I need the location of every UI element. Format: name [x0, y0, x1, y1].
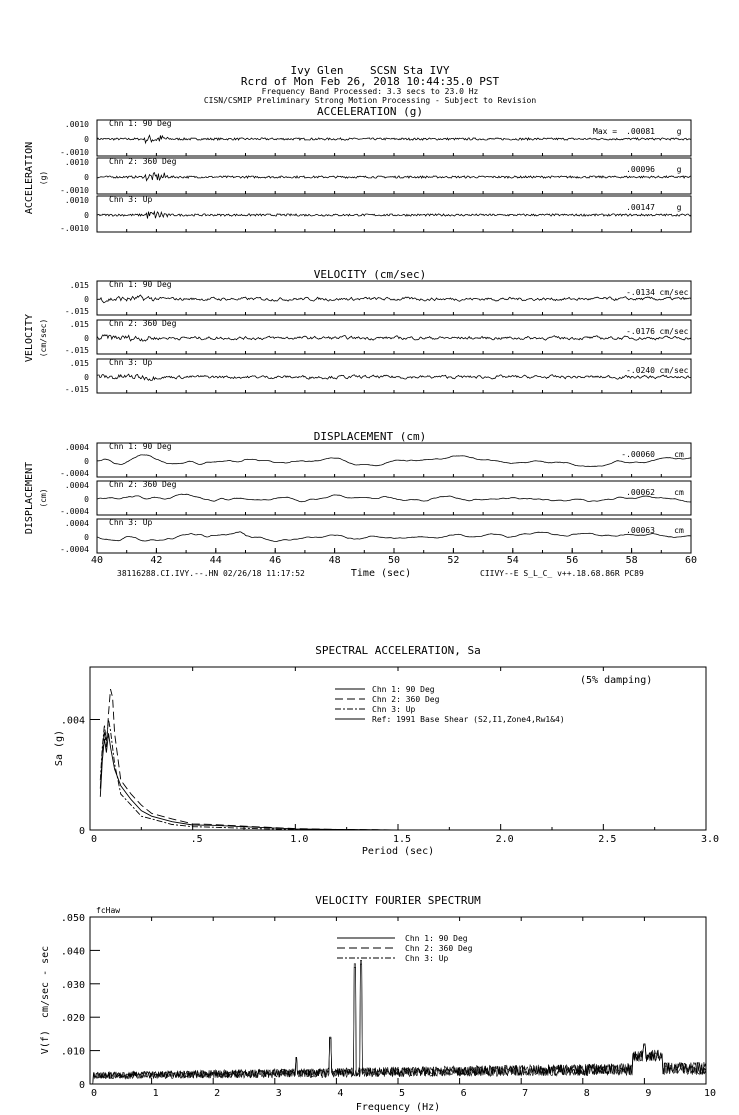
x-tick-label: 46	[269, 555, 282, 566]
y-tick-label: 0	[84, 135, 89, 144]
x-tick-label: 1.0	[290, 834, 309, 845]
channel-max: .00147	[626, 203, 655, 212]
x-tick-label: 54	[506, 555, 519, 566]
x-tick-label: 44	[209, 555, 222, 566]
y-tick-label: .015	[69, 320, 89, 329]
channel-unit: g	[676, 165, 682, 174]
x-tick-label: 0	[90, 1088, 98, 1099]
legend-label: Chn 1: 90 Deg	[405, 934, 468, 943]
corner-label: fcHaw	[96, 906, 121, 915]
x-tick-label: 4	[337, 1088, 344, 1099]
header-disclaimer: CISN/CSMIP Preliminary Strong Motion Processing - Subject to Revision	[203, 96, 537, 105]
channel-label: Chn 2: 360 Deg	[109, 319, 177, 328]
y-tick-label: -.0010	[60, 186, 89, 195]
record-id: 38116288.CI.IVY.--.HN 02/26/18 11:17:52	[117, 569, 305, 578]
header-record: Rcrd of Mon Feb 26, 2018 10:44:35.0 PST	[240, 75, 500, 88]
y-tick-label: 0	[84, 334, 89, 343]
y-tick-label: .0004	[64, 519, 89, 528]
channel-unit: cm/sec	[659, 366, 689, 375]
y-tick-label: .0010	[64, 196, 89, 205]
waveform-trace	[97, 335, 691, 341]
channel-unit: cm	[674, 526, 684, 535]
y-tick-label: .020	[60, 1013, 85, 1025]
legend-label: Chn 1: 90 Deg	[372, 685, 435, 694]
y-axis-label: V(f) cm/sec - sec	[40, 945, 51, 1055]
y-tick-label: 0	[78, 1080, 85, 1091]
y-tick-label: 0	[84, 495, 89, 504]
legend-label: Chn 3: Up	[405, 954, 449, 963]
channel-frame	[97, 359, 691, 393]
x-tick-label: 60	[684, 555, 698, 566]
x-tick-label: 0	[90, 834, 98, 845]
x-tick-label: 5	[398, 1088, 406, 1099]
x-axis-label: Frequency (Hz)	[355, 1102, 441, 1113]
y-tick-label: 0	[84, 295, 89, 304]
x-tick-label: 8	[583, 1088, 590, 1099]
x-tick-label: 2.0	[495, 834, 514, 845]
x-tick-label: 3.0	[700, 834, 720, 845]
x-tick-label: 42	[150, 555, 163, 566]
channel-unit: cm/sec	[659, 288, 689, 297]
y-tick-label: .004	[60, 715, 85, 727]
channel-max: .00096	[626, 165, 655, 174]
channel-label: Chn 3: Up	[109, 518, 153, 527]
y-tick-label: 0	[84, 211, 89, 220]
y-tick-label: -.0010	[60, 148, 89, 157]
legend-label: Chn 2: 360 Deg	[372, 695, 440, 704]
y-tick-label: -.015	[64, 385, 89, 394]
y-tick-label: .050	[60, 913, 85, 924]
waveform-trace	[97, 455, 691, 467]
x-axis-label: Period (sec)	[361, 846, 435, 857]
y-tick-label: -.015	[64, 307, 89, 316]
y-tick-label: .0010	[64, 120, 89, 129]
damping-note: (5% damping)	[580, 675, 653, 686]
channel-label: Chn 2: 360 Deg	[109, 157, 177, 166]
x-tick-label: 40	[90, 555, 104, 566]
waveform-trace	[97, 212, 691, 219]
y-tick-label: 0	[84, 457, 89, 466]
channel-unit: cm/sec	[659, 327, 689, 336]
y-tick-label: .0010	[64, 158, 89, 167]
y-tick-label: .0004	[64, 443, 89, 452]
waveform-trace	[97, 494, 691, 502]
x-tick-label: 9	[645, 1088, 652, 1099]
y-tick-label: .015	[69, 359, 89, 368]
y-axis-unit: (cm/sec)	[39, 318, 48, 358]
x-tick-label: 50	[387, 555, 401, 566]
spectrum-series	[100, 720, 398, 831]
x-tick-label: .5	[190, 834, 203, 845]
y-axis-label: Sa (g)	[54, 729, 65, 767]
y-tick-label: .010	[60, 1046, 85, 1058]
waveform-trace	[97, 374, 691, 380]
y-axis-label: DISPLACEMENT	[24, 461, 35, 535]
x-tick-label: 2.5	[598, 834, 617, 845]
channel-frame	[97, 443, 691, 477]
header-station: Ivy Glen SCSN Sta IVY	[290, 64, 450, 77]
channel-frame	[97, 158, 691, 194]
channel-label: Chn 1: 90 Deg	[109, 280, 172, 289]
channel-unit: g	[676, 127, 682, 136]
section-title: VELOCITY (cm/sec)	[313, 268, 427, 281]
spectrum-series	[100, 733, 398, 830]
plot-title: VELOCITY FOURIER SPECTRUM	[315, 894, 481, 907]
channel-unit: cm	[674, 488, 684, 497]
legend-label: Ref: 1991 Base Shear (S2,I1,Zone4,Rw1&4)	[372, 715, 565, 724]
spectrum-series	[100, 689, 398, 830]
channel-label: Chn 3: Up	[109, 358, 153, 367]
plot-title: SPECTRAL ACCELERATION, Sa	[315, 644, 481, 657]
channel-label: Chn 2: 360 Deg	[109, 480, 177, 489]
y-tick-label: -.015	[64, 346, 89, 355]
x-tick-label: 10	[703, 1088, 717, 1099]
y-axis-label: ACCELERATION	[24, 141, 35, 215]
waveform-trace	[97, 295, 691, 303]
y-axis-unit: (g)	[39, 170, 48, 186]
channel-frame	[97, 481, 691, 515]
y-tick-label: 0	[84, 373, 89, 382]
waveform-trace	[97, 532, 691, 542]
x-tick-label: 7	[522, 1088, 529, 1099]
channel-label: Chn 3: Up	[109, 195, 153, 204]
waveform-trace	[97, 173, 691, 181]
plot-frame	[90, 917, 706, 1084]
x-tick-label: 52	[447, 555, 460, 566]
y-tick-label: -.0004	[60, 545, 89, 554]
x-tick-label: 6	[460, 1088, 467, 1099]
waveform-trace	[97, 135, 691, 143]
channel-max: .00062	[626, 488, 655, 497]
x-tick-label: 2	[214, 1088, 221, 1099]
channel-max: -.0134	[626, 288, 655, 297]
channel-max: .00081	[626, 127, 655, 136]
channel-max: -.00060	[621, 450, 655, 459]
y-tick-label: -.0004	[60, 507, 89, 516]
y-tick-label: .040	[60, 946, 85, 958]
channel-max: .00063	[626, 526, 655, 535]
y-axis-label: VELOCITY	[24, 313, 35, 363]
max-prefix: Max =	[593, 127, 618, 136]
header-band: Frequency Band Processed: 3.3 secs to 23.0 Hz	[261, 87, 479, 96]
y-tick-label: 0	[84, 533, 89, 542]
processing-id: CIIVY--E S_L_C_ v++.18.68.86R PC89	[480, 569, 644, 578]
y-tick-label: .015	[69, 281, 89, 290]
x-tick-label: 58	[625, 555, 638, 566]
channel-max: -.0240	[626, 366, 655, 375]
y-tick-label: .0004	[64, 481, 89, 490]
channel-label: Chn 1: 90 Deg	[109, 442, 172, 451]
x-tick-label: 56	[566, 555, 579, 566]
x-tick-label: 1	[152, 1088, 159, 1099]
y-tick-label: .030	[60, 979, 85, 991]
x-tick-label: 48	[328, 555, 341, 566]
y-tick-label: -.0004	[60, 469, 89, 478]
legend-label: Chn 2: 360 Deg	[405, 944, 473, 953]
y-axis-unit: (cm)	[39, 488, 48, 508]
y-tick-label: 0	[78, 826, 85, 837]
x-tick-label: 3	[275, 1088, 282, 1099]
x-tick-label: 1.5	[392, 834, 412, 845]
y-tick-label: -.0010	[60, 224, 89, 233]
channel-label: Chn 1: 90 Deg	[109, 119, 172, 128]
channel-unit: g	[676, 203, 682, 212]
legend-label: Chn 3: Up	[372, 705, 416, 714]
section-title: DISPLACEMENT (cm)	[313, 430, 427, 443]
y-tick-label: 0	[84, 173, 89, 182]
section-title: ACCELERATION (g)	[317, 105, 423, 118]
channel-max: -.0176	[626, 327, 655, 336]
x-axis-label: Time (sec)	[350, 568, 412, 579]
channel-unit: cm	[674, 450, 684, 459]
